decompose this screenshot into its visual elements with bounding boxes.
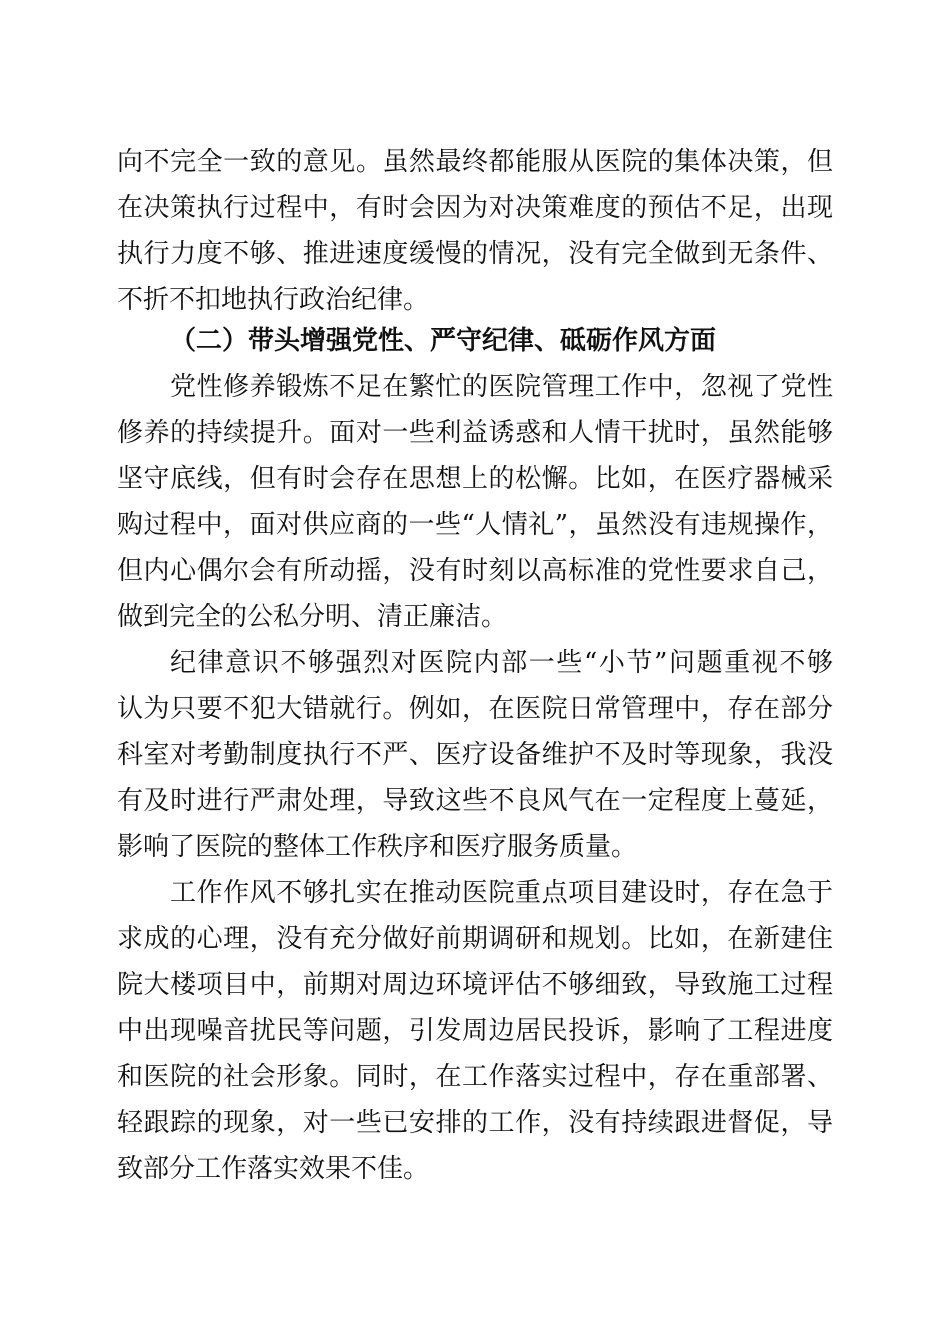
paragraph2-line-1: 纪律意识不够强烈对医院内部一些“小节”问题重视不够 — [170, 648, 833, 678]
paragraph3-line-7: 致部分工作落实效果不佳。 — [117, 1154, 430, 1184]
paragraph3-line-2: 求成的心理，没有充分做好前期调研和规划。比如，在新建住 — [117, 924, 833, 954]
paragraph3-line-5: 和医院的社会形象。同时，在工作落实过程中，存在重部署、 — [117, 1062, 833, 1092]
paragraph3-line-3: 院大楼项目中，前期对周边环境评估不够细致，导致施工过程 — [117, 970, 833, 1000]
paragraph3-line-6: 轻跟踪的现象，对一些已安排的工作，没有持续跟进督促，导 — [117, 1108, 833, 1138]
paragraph1-line-1: 党性修养锻炼不足在繁忙的医院管理工作中，忽视了党性 — [170, 372, 833, 402]
intro-line-4: 不折不扣地执行政治纪律。 — [117, 285, 430, 315]
paragraph1-line-4: 购过程中，面对供应商的一些“人情礼”，虽然没有违规操作， — [117, 510, 833, 540]
paragraph2-line-3: 科室对考勤制度执行不严、医疗设备维护不及时等现象，我没 — [117, 740, 833, 770]
intro-line-2: 在决策执行过程中，有时会因为对决策难度的预估不足，出现 — [117, 193, 833, 223]
paragraph1-line-2: 修养的持续提升。面对一些利益诱惑和人情干扰时，虽然能够 — [117, 418, 833, 448]
paragraph1-line-5: 但内心偶尔会有所动摇，没有时刻以高标准的党性要求自己， — [117, 556, 833, 586]
paragraph2-line-2: 认为只要不犯大错就行。例如，在医院日常管理中，存在部分 — [117, 694, 833, 724]
section-heading: （二）带头增强党性、严守纪律、砥砺作风方面 — [170, 326, 717, 356]
paragraph3-line-1: 工作作风不够扎实在推动医院重点项目建设时，存在急于 — [170, 878, 833, 908]
paragraph1-line-6: 做到完全的公私分明、清正廉洁。 — [117, 602, 508, 632]
intro-line-3: 执行力度不够、推进速度缓慢的情况，没有完全做到无条件、 — [117, 239, 833, 269]
paragraph3-line-4: 中出现噪音扰民等问题，引发周边居民投诉，影响了工程进度 — [117, 1016, 833, 1046]
intro-line-1: 向不完全一致的意见。虽然最终都能服从医院的集体决策，但 — [117, 147, 833, 177]
paragraph2-line-5: 影响了医院的整体工作秩序和医疗服务质量。 — [117, 832, 638, 862]
paragraph1-line-3: 坚守底线，但有时会存在思想上的松懈。比如，在医疗器械采 — [117, 464, 833, 494]
paragraph2-line-4: 有及时进行严肃处理，导致这些不良风气在一定程度上蔓延， — [117, 786, 833, 816]
